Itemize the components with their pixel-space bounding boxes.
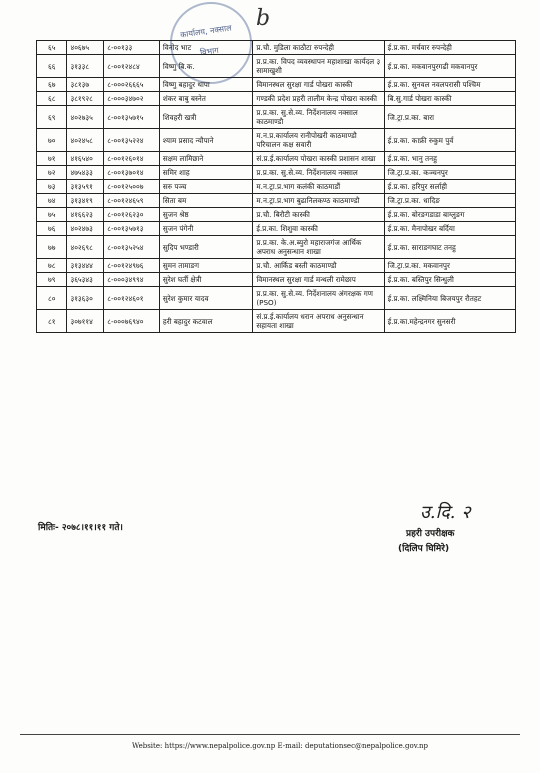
employee-id-cell: ४०२४५८ [67, 129, 104, 152]
serial-number-cell: ७४ [37, 194, 67, 208]
new-office-cell: बि.सु.गार्ड पोखरा कास्की [384, 92, 515, 106]
current-office-cell: प्र.प्र.का. सु.से.व्य. निर्देशनालय नक्साल [253, 166, 384, 180]
employee-id-cell: ४०२६९८ [67, 236, 104, 259]
footer-contact: Website: https://www.nepalpolice.gov.np E-mail: deputationsec@nepalpolice.gov.np [131, 742, 429, 750]
table-row [37, 194, 516, 208]
table-row [37, 166, 516, 180]
employee-name-cell: शिवहरी खत्री [159, 106, 252, 129]
current-office-cell: विमानस्थल सुरक्षा गार्ड मन्थली रामेछाप [253, 273, 384, 287]
code-number-cell: ८-००१३५२५४ [104, 236, 160, 259]
current-office-cell: सं.प्र.ई.कार्यालय पोखरा कास्की प्रशासन शाखा [253, 152, 384, 166]
employee-name-cell: विष्णु बि.क. [159, 55, 252, 78]
serial-number-cell: ७६ [37, 222, 67, 236]
employee-name-cell: सक्षम लामिछाने [159, 152, 252, 166]
code-number-cell: ८-०००३४७०२ [104, 92, 160, 106]
employee-id-cell: ४०६७५ [67, 41, 104, 55]
serial-number-cell: ८१ [37, 310, 67, 333]
code-number-cell: ८-००१२६२३० [104, 208, 160, 222]
employee-name-cell: शंकर बाबु बस्नेत [159, 92, 252, 106]
footer-divider [20, 734, 520, 735]
table-row [37, 78, 516, 92]
new-office-cell: ई.प्र.का. साराङगघाट तनहु [384, 236, 515, 259]
signatory-title: प्रहरी उपरीक्षक [406, 529, 455, 539]
serial-number-cell: ६७ [37, 78, 67, 92]
serial-number-cell: ६६ [37, 55, 67, 78]
serial-number-cell: ६९ [37, 106, 67, 129]
employee-id-cell: ३६५३४३ [67, 273, 104, 287]
employee-id-cell: ४१६६२३ [67, 208, 104, 222]
current-office-cell: सं.प्र.ई.कार्यालय धरान अपराध अनुसन्धान सहायता शाखा [253, 310, 384, 333]
new-office-cell: जि.ट्रा.प्र.का. मकवानपुर [384, 259, 515, 273]
table-row [37, 41, 516, 55]
current-office-cell: प्र.प्र.का. सु.से.व्य. निर्देशनालय अंगरक्षक गण (PSO) [253, 287, 384, 310]
code-number-cell: ८-०००३४९९४ [104, 273, 160, 287]
employee-id-cell: ३०७११४ [67, 310, 104, 333]
seal-text: कार्यालय, नक्साल [179, 23, 233, 40]
code-number-cell: ८-००१३५७१५ [104, 106, 160, 129]
signatory-name: (दिलिप घिमिरे) [398, 544, 450, 554]
new-office-cell: जि.ट्रा.प्र.का. कञ्चनपुर [384, 166, 515, 180]
new-office-cell: ई.प्र.का. हरिपुर सर्लाही [384, 180, 515, 194]
serial-number-cell: ७१ [37, 152, 67, 166]
serial-number-cell: ८० [37, 287, 67, 310]
code-number-cell: ८-००१२४६५९ [104, 194, 160, 208]
table-row [37, 180, 516, 194]
employee-name-cell: विष्णु बहादुर थापा [159, 78, 252, 92]
current-office-cell: गण्डकी प्रदेश प्रहरी तालीम केन्द्र पोखरा कास्की [253, 92, 384, 106]
new-office-cell: ई.प्र.का. बस्तिपुर सिन्धुली [384, 273, 515, 287]
new-office-cell: ई.प्र.का. बोरङगडाडा बाग्लुङग [384, 208, 515, 222]
code-number-cell: ८-००१२४९७६ [104, 259, 160, 273]
serial-number-cell: ७९ [37, 273, 67, 287]
new-office-cell: ई.प्र.का.महेन्द्रनगर सुनसरी [384, 310, 515, 333]
table-row [37, 208, 516, 222]
current-office-cell: प्र.चौ. मुडिला काठौटा रुपन्देही [253, 41, 384, 55]
table-row [37, 273, 516, 287]
current-office-cell: प्र.प्र.का. विपद व्यवस्थापन महाशाखा कार्यदल ३ सामाखुशी [253, 55, 384, 78]
employee-name-cell: श्याम प्रसाद न्यौपाने [159, 129, 252, 152]
employee-name-cell: विनोद भाट [159, 41, 252, 55]
employee-name-cell: सुरेश कुमार यादव [159, 287, 252, 310]
employee-id-cell: ३१३५९१ [67, 180, 104, 194]
serial-number-cell: ७२ [37, 166, 67, 180]
handwritten-initial: b [256, 6, 271, 31]
new-office-cell: ई.प्र.का. मर्चवार रुपन्देही [384, 41, 515, 55]
current-office-cell: म.न.प्र.कार्यालय रानीपोखरी काठमाण्डौ परिचालन कक्ष सवारी [253, 129, 384, 152]
new-office-cell: ई.प्र.का. सुनवल नवलपरासी पश्चिम [384, 78, 515, 92]
table-row [37, 55, 516, 78]
serial-number-cell: ६८ [37, 92, 67, 106]
serial-number-cell: ६५ [37, 41, 67, 55]
current-office-cell: म.न.ट्रा.प्र.भाग कलंकी काठमाडौं [253, 180, 384, 194]
code-number-cell: ८-००१२४८४ [104, 55, 160, 78]
employee-id-cell: ३१३४४४ [67, 259, 104, 273]
new-office-cell: ई.प्र.का. मकवानपुरगढी मकवानपुर [384, 55, 515, 78]
employee-id-cell: ४१६५४० [67, 152, 104, 166]
transfer-table [36, 40, 516, 333]
serial-number-cell: ७० [37, 129, 67, 152]
table-row [37, 287, 516, 310]
new-office-cell: जि.ट्रा.प्र.का. बारा [384, 106, 515, 129]
table-row [37, 222, 516, 236]
current-office-cell: प्र.चौ. बिरौटी कास्की [253, 208, 384, 222]
table-row [37, 236, 516, 259]
table-row [37, 310, 516, 333]
employee-id-cell: ३८१३७ [67, 78, 104, 92]
code-number-cell: ८-००१२५००७ [104, 180, 160, 194]
seal-text: विभाग [199, 45, 220, 58]
table-row [37, 152, 516, 166]
employee-name-cell: सुजन पंगेनी [159, 222, 252, 236]
employee-name-cell: सुमन तामाङग [159, 259, 252, 273]
serial-number-cell: ७५ [37, 208, 67, 222]
serial-number-cell: ७८ [37, 259, 67, 273]
table-row [37, 259, 516, 273]
employee-id-cell: ४०२७३५ [67, 106, 104, 129]
current-office-cell: प्र.प्र.का. के.अ.ब्युरो महाराजगंज आर्थिक अपराध अनुसन्धान शाखा [253, 236, 384, 259]
employee-name-cell: सिता बम [159, 194, 252, 208]
signature: उ.दि. २ [420, 502, 471, 523]
date-line: मितिः- २०७८।११।११ गते। [38, 523, 123, 533]
code-number-cell: ८-००१२४६०१ [104, 287, 160, 310]
serial-number-cell: ७७ [37, 236, 67, 259]
code-number-cell: ८-००१३३ [104, 41, 160, 55]
new-office-cell: ई.प्र.का. भानु तनहु [384, 152, 515, 166]
code-number-cell: ८-०००७६९४० [104, 310, 160, 333]
employee-name-cell: हरी बहादुर कटवाल [159, 310, 252, 333]
code-number-cell: ८-००१३७०१४ [104, 166, 160, 180]
employee-id-cell: ३१३६३० [67, 287, 104, 310]
table-row [37, 106, 516, 129]
employee-id-cell: ४७५४३३ [67, 166, 104, 180]
employee-id-cell: ४०२४७३ [67, 222, 104, 236]
code-number-cell: ८-००१३५२२४ [104, 129, 160, 152]
employee-id-cell: ३८१९२८ [67, 92, 104, 106]
current-office-cell: विमानस्थल सुरक्षा गार्ड पोखरा कास्की [253, 78, 384, 92]
table-row [37, 129, 516, 152]
new-office-cell: ई.प्र.का. काफ्री रुकुम पुर्व [384, 129, 515, 152]
employee-name-cell: सुरेश घर्ती क्षेत्री [159, 273, 252, 287]
table-row [37, 92, 516, 106]
code-number-cell: ८-०००२६६६५ [104, 78, 160, 92]
new-office-cell: ई.प्र.का. लक्ष्मिनिया बिजयपुर रौतहट [384, 287, 515, 310]
employee-name-cell: सुजन श्रेष्ठ [159, 208, 252, 222]
serial-number-cell: ७३ [37, 180, 67, 194]
new-office-cell: जि.ट्रा.प्र.का. धादिङ [384, 194, 515, 208]
employee-name-cell: सरु पञ्च [159, 180, 252, 194]
transfer-table-body [37, 41, 516, 333]
current-office-cell: प्र.चौ. आर्किड बस्ती काठमाण्डौ [253, 259, 384, 273]
code-number-cell: ८-००१३५७१३ [104, 222, 160, 236]
employee-name-cell: सुदिप भण्डारी [159, 236, 252, 259]
current-office-cell: ई.प्र.का. शिशुवा कास्की [253, 222, 384, 236]
current-office-cell: प्र.प्र.का. सु.से.व्य. निर्देशनालय नक्साल काठमाण्डौ [253, 106, 384, 129]
employee-name-cell: समिर शाह [159, 166, 252, 180]
current-office-cell: म.न.ट्रा.प्र.भाग बुढानिलकण्ठ काठमाण्डौ [253, 194, 384, 208]
code-number-cell: ८-००१२६०१४ [104, 152, 160, 166]
new-office-cell: ई.प्र.का. मैनापोखर बर्दिया [384, 222, 515, 236]
employee-id-cell: ३१३४१९ [67, 194, 104, 208]
employee-id-cell: ३१३३८ [67, 55, 104, 78]
